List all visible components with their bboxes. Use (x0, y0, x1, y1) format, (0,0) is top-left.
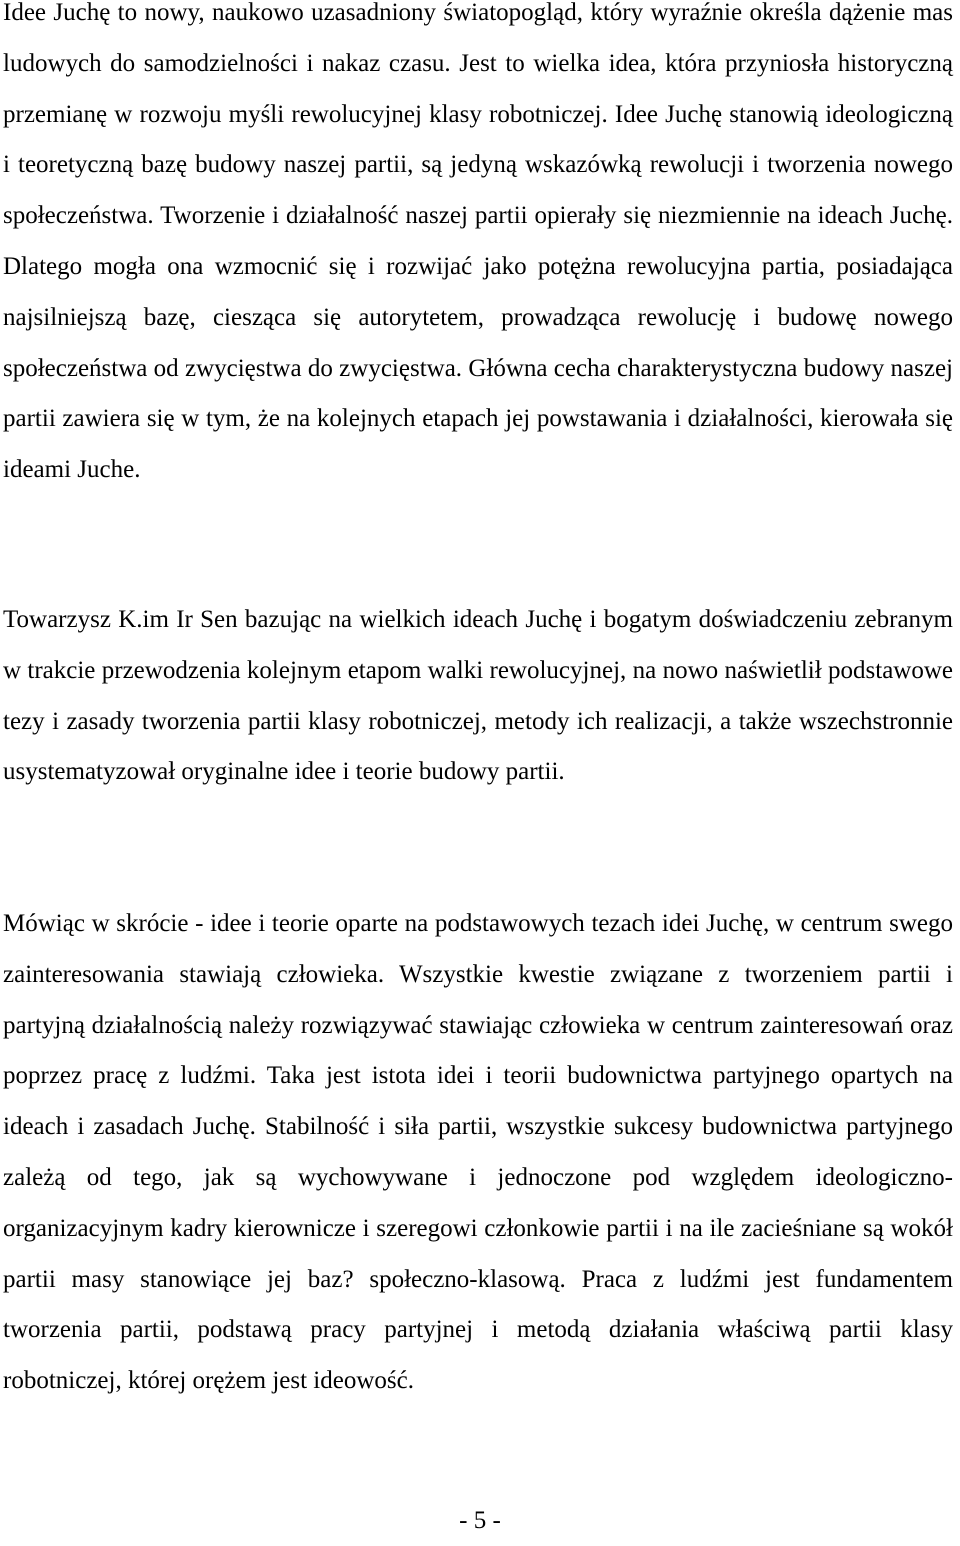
page-number: - 5 - (459, 1507, 501, 1534)
paragraph-juche-idea: Idee Juchę to nowy, naukowo uzasadniony światopogląd, który wyraźnie określa dążenie mas ludowych do samodzielności i nakaz czasu. Jest to wielka idea, która przyniosła historyczną przemianę w rozwoju myśli rewolucyjnej klasy robotniczej. Idee Juchę stanowią ideologiczną i teoretyczną bazę budowy naszej partii, są jedyną wskazówką rewolucji i tworzenia nowego społeczeństwa. Tworzenie i działalność naszej partii opierały się niezmiennie na ideach Juchę. Dlatego mogła ona wzmocnić się i rozwijać jako potężna rewolucyjna partia, posiadająca najsilniejszą bazę, ciesząca się autorytetem, prowadząca rewolucję i budowę nowego społeczeństwa od zwycięstwa do zwycięstwa. Główna cecha charakterystyczna budowy naszej partii zawiera się w tym, że na kolejnych etapach jej powstawania i działalności, kierowała się ideami Juche. (3, 0, 953, 484)
paragraph-summary: Mówiąc w skrócie - idee i teorie oparte na podstawowych tezach idei Juchę, w centrum swego zainteresowania stawiają człowieka. Wszystkie kwestie związane z tworzeniem partii i partyjną działalnością należy rozwiązywać stawiając człowieka w centrum zainteresowań oraz poprzez pracę z ludźmi. Taka jest istota idei i teorii budownictwa partyjnego opartych na ideach i zasadach Juchę. Stabilność i siła partii, wszystkie sukcesy budownictwa partyjnego zależą od tego, jak są wychowywane i jednoczone pod względem ideologiczno-organizacyjnym kadry kierownicze i szeregowi członkowie partii i na ile zacieśniane są wokół partii masy stanowiące jej baz? społeczno-klasową. Praca z ludźmi jest fundamentem tworzenia partii, podstawą pracy partyjnej i metodą działania właściwą partii klasy robotniczej, której orężem jest ideowość. (3, 910, 953, 1395)
paragraph-kim-il-sung: Towarzysz K.im Ir Sen bazując na wielkich ideach Juchę i bogatym doświadczeniu zebranym w trakcie przewodzenia kolejnym etapom walki rewolucyjnej, na nowo naświetlił podstawowe tezy i zasady tworzenia partii klasy robotniczej, metody ich realizacji, a także wszechstronnie usystematyzował oryginalne idee i teorie budowy partii. (3, 606, 953, 786)
